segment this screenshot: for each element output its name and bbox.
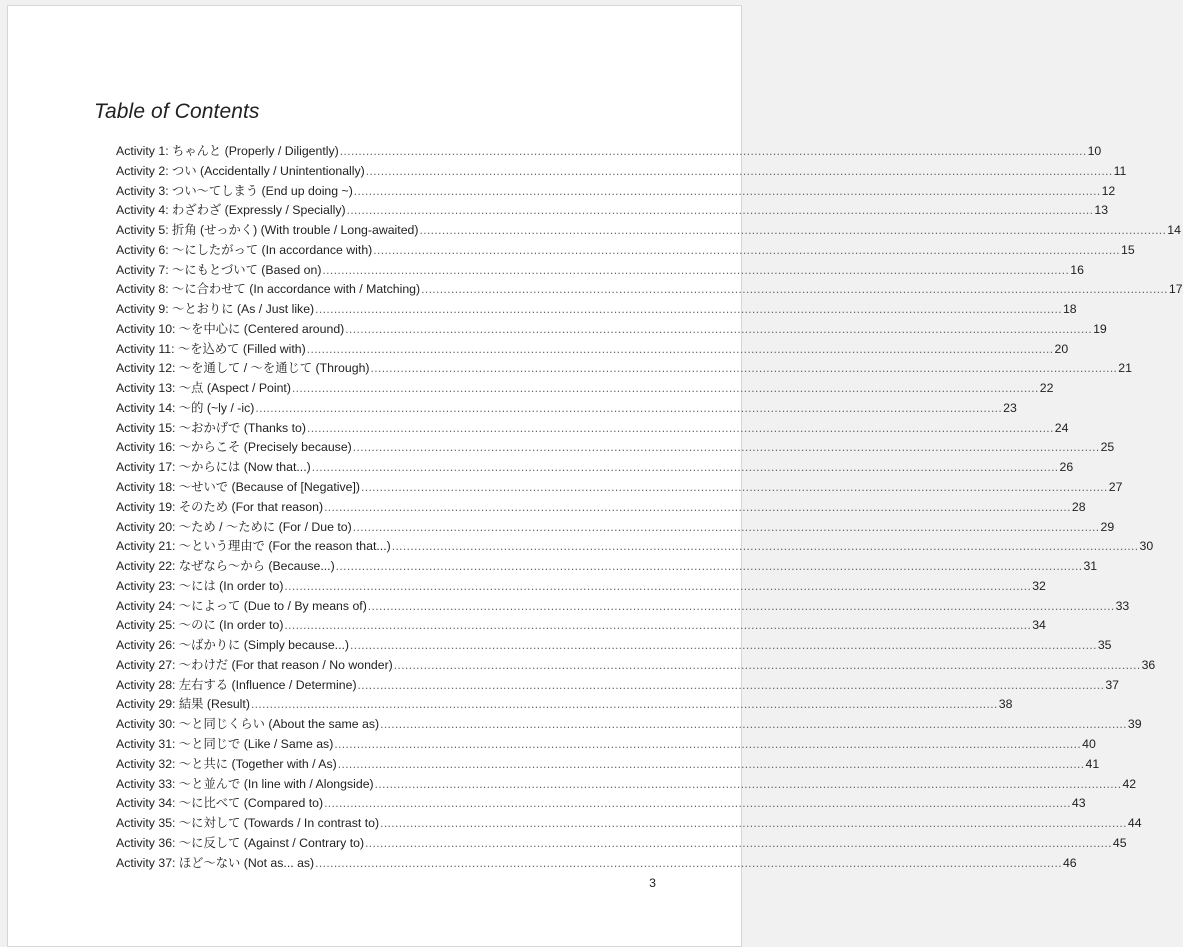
document-page [7,5,1183,947]
toc-entry-label[interactable]: Activity 23: ～には (In order to) [116,578,284,593]
toc-entry[interactable] [116,833,1127,853]
toc-entry[interactable] [116,774,1137,794]
toc-entry-label[interactable]: Activity 10: ～を中心に (Centered around) [116,321,345,336]
page-number: 3 [649,876,656,890]
toc-entry-page-number[interactable]: 41 [1085,756,1100,771]
toc-entry-label[interactable]: Activity 12: ～を通して / ～を通じて (Through) [116,361,370,376]
toc-entry-label[interactable]: Activity 13: ～点 (Aspect / Point) [116,381,291,396]
toc-entry-page-number[interactable]: 38 [998,697,1013,712]
toc-entry[interactable] [116,517,1115,537]
toc-entry-label[interactable]: Activity 7: ～にもとづいて (Based on) [116,262,322,277]
toc-entry[interactable] [116,457,1074,477]
toc-entry-label[interactable]: Activity 22: なぜなら～から (Because...) [116,559,335,574]
toc-entry-page-number[interactable]: 30 [1139,539,1154,554]
toc-entry-page-number[interactable]: 21 [1118,361,1132,376]
toc-entry-page-number[interactable]: 40 [1082,736,1096,751]
toc-entry-label[interactable]: Activity 26: ～ばかりに (Simply because...) [116,638,350,653]
toc-entry-label[interactable]: Activity 36: ～に反して (Against / Contrary to) [116,835,365,850]
toc-entry[interactable] [116,615,1046,635]
toc-dot-leader: ........................................................................................................................................................................................................ [337,756,1085,771]
toc-entry[interactable] [116,635,1112,655]
toc-entry[interactable] [116,596,1130,616]
toc-entry[interactable] [116,220,1181,240]
toc-entry[interactable] [116,694,1013,714]
toc-dot-leader: ........................................................................................................................................................................................................ [373,242,1121,257]
toc-entry[interactable] [116,260,1084,280]
toc-entry-page-number[interactable]: 23 [1003,400,1017,415]
toc-entry-label[interactable]: Activity 8: ～に合わせて (In accordance with / Matching) [116,282,421,297]
toc-dot-leader: ........................................................................................................................................................................................................ [324,796,1071,811]
toc-dot-leader: ........................................................................................................................................................................................................ [255,400,1003,415]
toc-entry[interactable] [116,437,1115,457]
toc-entry-label[interactable]: Activity 15: ～おかげで (Thanks to) [116,420,306,435]
toc-entry-page-number[interactable]: 36 [1141,657,1156,672]
toc-entry[interactable] [116,655,1156,675]
toc-dot-leader: ........................................................................................................................................................................................................ [306,341,1054,356]
toc-entry-label[interactable]: Activity 28: 左右する (Influence / Determine) [116,677,357,692]
toc-entry[interactable] [116,556,1098,576]
toc-dot-leader: ........................................................................................................................................................................................................ [284,578,1032,593]
toc-entry-label[interactable]: Activity 6: ～にしたがって (In accordance with) [116,242,373,257]
toc-entry-page-number[interactable]: 45 [1112,835,1127,850]
toc-entry-label[interactable]: Activity 2: つい (Accidentally / Unintentionally) [116,163,365,178]
toc-dot-leader: ........................................................................................................................................................................................................ [419,223,1167,238]
toc-entry[interactable] [116,853,1077,873]
toc-dot-leader: ........................................................................................................................................................................................................ [339,144,1087,158]
toc-entry-page-number[interactable]: 29 [1100,519,1115,534]
toc-entry[interactable] [116,339,1069,359]
toc-entry-label[interactable]: Activity 33: ～と並んで (In line with / Alongside) [116,776,374,791]
toc-entry-label[interactable]: Activity 25: ～のに (In order to) [116,618,284,633]
toc-entry-label[interactable]: Activity 17: ～からには (Now that...) [116,460,311,475]
page-title: Table of Contents [94,100,260,123]
toc-entry-page-number[interactable]: 12 [1101,183,1116,198]
toc-entry[interactable] [116,181,1116,201]
toc-entry-page-number[interactable]: 46 [1062,855,1077,870]
toc-entry[interactable] [116,200,1109,220]
toc-entry[interactable] [116,141,1102,161]
toc-dot-leader: ........................................................................................................................................................................................................ [250,697,998,712]
toc-entry[interactable] [116,675,1120,695]
toc-dot-leader: ........................................................................................................................................................................................................ [365,835,1112,850]
toc-entry-page-number[interactable]: 35 [1097,638,1112,653]
toc-dot-leader: ........................................................................................................................................................................................................ [322,262,1070,277]
toc-entry-label[interactable]: Activity 3: つい～てしまう (End up doing ~) [116,183,353,198]
toc-dot-leader: ........................................................................................................................................................................................................ [370,361,1118,376]
toc-entry-page-number[interactable]: 27 [1108,480,1123,495]
toc-dot-leader: ........................................................................................................................................................................................................ [357,677,1105,692]
toc-entry-page-number[interactable]: 16 [1070,262,1084,277]
toc-entry-page-number[interactable]: 11 [1113,163,1127,178]
toc-dot-leader: ........................................................................................................................................................................................................ [352,519,1100,534]
toc-entry-page-number[interactable]: 34 [1032,618,1046,633]
toc-entry[interactable] [116,418,1069,438]
toc-entry-page-number[interactable]: 31 [1083,559,1098,574]
toc-entry-page-number[interactable]: 37 [1105,677,1120,692]
toc-entry-page-number[interactable]: 26 [1059,460,1074,475]
toc-entry[interactable] [116,793,1086,813]
toc-dot-leader: ........................................................................................................................................................................................................ [380,816,1127,831]
toc-entry-label[interactable]: Activity 35: ～に対して (Towards / In contrast to) [116,816,380,831]
toc-dot-leader: ........................................................................................................................................................................................................ [374,776,1122,791]
toc-entry-label[interactable]: Activity 18: ～せいで (Because of [Negative]) [116,480,360,495]
toc-entry-label[interactable]: Activity 19: そのため (For that reason) [116,499,324,514]
toc-entry-label[interactable]: Activity 16: ～からこそ (Precisely because) [116,440,352,455]
toc-entry-label[interactable]: Activity 5: 折角 (せっかく) (With trouble / Long-awaited) [116,223,419,238]
toc-entry[interactable] [116,378,1054,398]
toc-entry-page-number[interactable]: 13 [1094,203,1109,218]
toc-dot-leader: ........................................................................................................................................................................................................ [346,203,1094,218]
toc-entry-page-number[interactable]: 44 [1127,816,1142,831]
toc-entry[interactable] [116,398,1017,418]
toc-entry[interactable] [116,358,1132,378]
toc-entry[interactable] [116,497,1086,517]
toc-entry[interactable] [116,279,1183,299]
toc-entry-label[interactable]: Activity 34: ～に比べて (Compared to) [116,796,324,811]
toc-entry-label[interactable]: Activity 29: 結果 (Result) [116,697,250,712]
toc-entry-page-number[interactable]: 25 [1100,440,1115,455]
toc-entry-page-number[interactable]: 28 [1071,499,1086,514]
toc-entry[interactable] [116,299,1077,319]
toc-entry[interactable] [116,813,1142,833]
toc-entry-label[interactable]: Activity 9: ～とおりに (As / Just like) [116,302,315,317]
toc-dot-leader: ........................................................................................................................................................................................................ [367,598,1115,613]
toc-entry-page-number[interactable]: 18 [1062,302,1077,317]
toc-dot-leader: ........................................................................................................................................................................................................ [353,183,1101,198]
toc-entry-label[interactable]: Activity 24: ～によって (Due to / By means of) [116,598,367,613]
toc-entry[interactable] [116,754,1100,774]
toc-dot-leader: ........................................................................................................................................................................................................ [311,460,1059,475]
toc-entry[interactable] [116,477,1123,497]
toc-dot-leader: ........................................................................................................................................................................................................ [335,559,1083,574]
toc-entry-page-number[interactable]: 10 [1087,144,1102,158]
toc-dot-leader: ........................................................................................................................................................................................................ [421,282,1168,297]
toc-dot-leader: ........................................................................................................................................................................................................ [352,440,1100,455]
toc-dot-leader: ........................................................................................................................................................................................................ [334,736,1082,751]
toc-entry-page-number[interactable]: 22 [1039,381,1054,396]
toc-entry-page-number[interactable]: 24 [1054,420,1069,435]
toc-entry-label[interactable]: Activity 27: ～わけだ (For that reason / No wonder) [116,657,393,672]
table-of-contents [116,141,1183,872]
toc-entry-label[interactable]: Activity 21: ～という理由で (For the reason that...) [116,539,391,554]
toc-entry-page-number[interactable]: 15 [1121,242,1135,257]
toc-dot-leader: ........................................................................................................................................................................................................ [350,638,1097,653]
toc-entry-page-number[interactable]: 17 [1168,282,1183,297]
toc-entry-label[interactable]: Activity 14: ～的 (~ly / -ic) [116,400,255,415]
toc-dot-leader: ........................................................................................................................................................................................................ [360,480,1108,495]
toc-dot-leader: ........................................................................................................................................................................................................ [324,499,1071,514]
toc-entry-label[interactable]: Activity 20: ～ため / ～ために (For / Due to) [116,519,352,534]
toc-entry-page-number[interactable]: 33 [1115,598,1130,613]
toc-entry-page-number[interactable]: 14 [1167,223,1181,238]
toc-entry-label[interactable]: Activity 31: ～と同じで (Like / Same as) [116,736,334,751]
toc-dot-leader: ........................................................................................................................................................................................................ [306,420,1054,435]
toc-entry-page-number[interactable]: 20 [1054,341,1069,356]
toc-entry[interactable] [116,319,1107,339]
toc-dot-leader: ........................................................................................................................................................................................................ [380,717,1127,732]
toc-entry-page-number[interactable]: 42 [1122,776,1137,791]
toc-entry-label[interactable]: Activity 32: ～と共に (Together with / As) [116,756,337,771]
toc-entry[interactable] [116,161,1127,181]
toc-dot-leader: ........................................................................................................................................................................................................ [315,302,1062,317]
toc-entry[interactable] [116,714,1142,734]
toc-entry-label[interactable]: Activity 1: ちゃんと (Properly / Diligently) [116,144,339,158]
toc-entry[interactable] [116,576,1046,596]
toc-entry[interactable] [116,734,1096,754]
toc-dot-leader: ........................................................................................................................................................................................................ [291,381,1039,396]
toc-dot-leader: ........................................................................................................................................................................................................ [391,539,1139,554]
toc-entry[interactable] [116,536,1154,556]
toc-entry-label[interactable]: Activity 4: わざわざ (Expressly / Specially) [116,203,346,218]
toc-dot-leader: ........................................................................................................................................................................................................ [284,618,1032,633]
toc-entry-page-number[interactable]: 32 [1032,578,1046,593]
toc-dot-leader: ........................................................................................................................................................................................................ [315,855,1062,870]
toc-dot-leader: ........................................................................................................................................................................................................ [393,657,1141,672]
toc-entry-page-number[interactable]: 43 [1071,796,1086,811]
toc-entry-label[interactable]: Activity 30: ～と同じくらい (About the same as) [116,717,380,732]
toc-entry-page-number[interactable]: 19 [1093,321,1107,336]
toc-entry-label[interactable]: Activity 37: ほど～ない (Not as... as) [116,855,315,870]
toc-dot-leader: ........................................................................................................................................................................................................ [345,321,1093,336]
toc-dot-leader: ........................................................................................................................................................................................................ [365,163,1113,178]
toc-entry-label[interactable]: Activity 11: ～を込めて (Filled with) [116,341,306,356]
toc-entry-page-number[interactable]: 39 [1127,717,1142,732]
toc-entry[interactable] [116,240,1135,260]
